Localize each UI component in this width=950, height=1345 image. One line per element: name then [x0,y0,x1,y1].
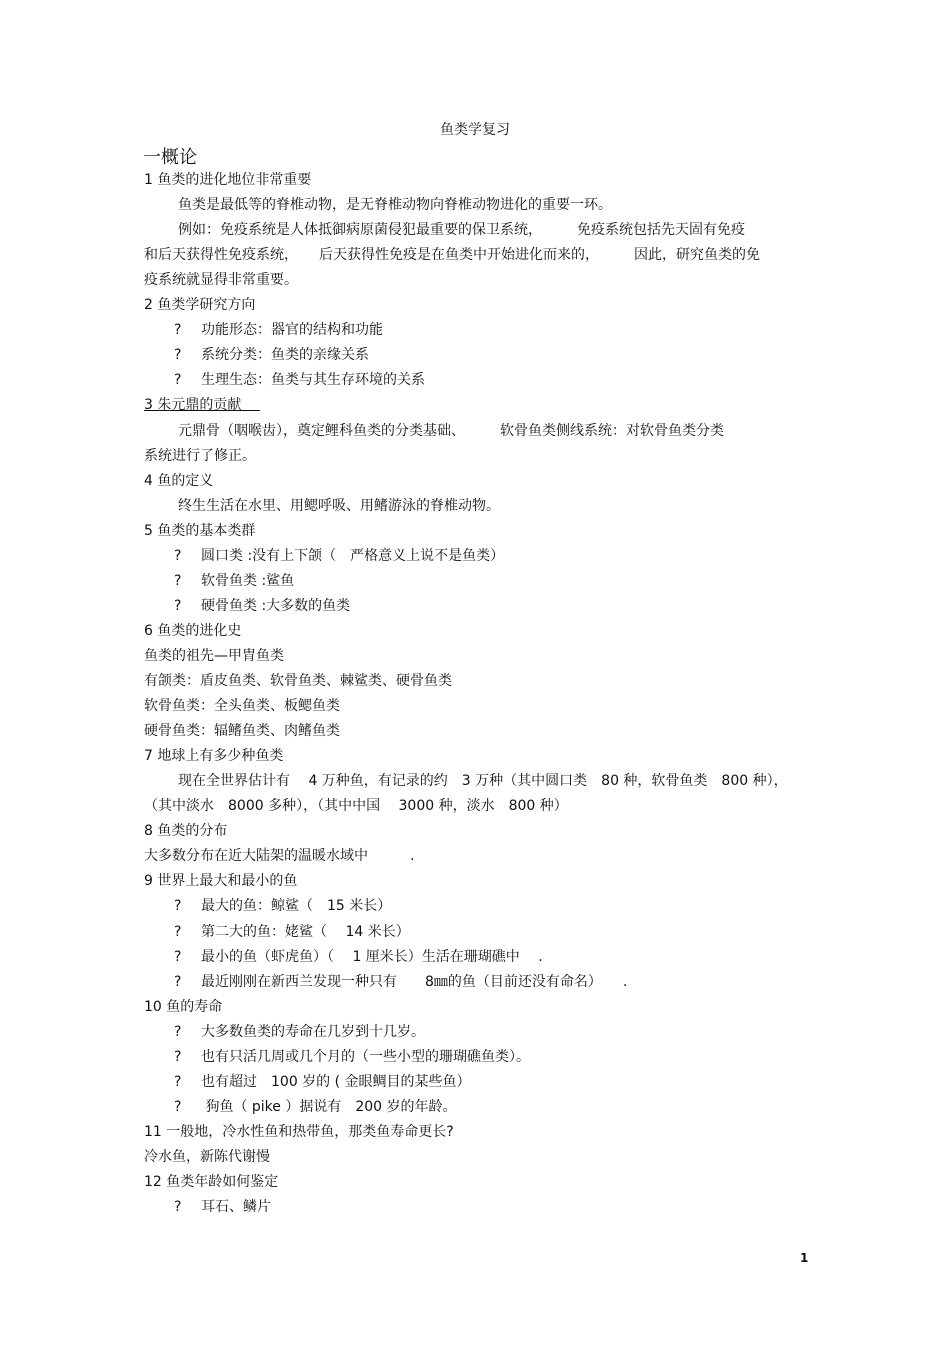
bullet-item [174,1097,457,1117]
document-title: 鱼类学复习 [440,122,510,138]
text-line: 终生生活在水里、用鳃呼吸、用鳍游泳的脊椎动物。 [178,498,500,514]
text-line: 软骨鱼类：全头鱼类、板鳃鱼类 [144,698,340,714]
bullet-item [174,596,350,616]
bullet-text: 也有只活几周或几个月的（一些小型的珊瑚礁鱼类）。 [201,1049,530,1065]
bullet-item [174,546,504,566]
text-line: 大多数分布在近大陆架的温暖水域中 . [144,848,415,864]
bullet-marker: ? [174,898,182,914]
bullet-item [174,922,410,942]
bullet-marker: ? [174,924,182,940]
bullet-marker: ? [174,1049,182,1065]
bullet-text: 功能形态：器官的结构和功能 [201,322,383,338]
bullet-item [174,1072,471,1092]
bullet-item [174,1022,425,1042]
text-line: 8 鱼类的分布 [144,823,228,839]
bullet-marker: ? [174,949,182,965]
text-line: 和后天获得性免疫系统， 后天获得性免疫是在鱼类中开始进化而来的， 因此，研究鱼类的免 [144,247,760,263]
text-line: 有颌类：盾皮鱼类、软骨鱼类、棘鲨类、硬骨鱼类 [144,673,452,689]
text-line: 6 鱼类的进化史 [144,623,242,639]
bullet-marker: ? [174,974,182,990]
bullet-marker: ? [174,573,182,589]
bullet-text: 狗鱼（ pike ）据说有 200 岁的年龄。 [201,1099,457,1115]
bullet-item [174,947,543,967]
bullet-text: 最近刚刚在新西兰发现一种只有 8㎜的鱼（目前还没有命名） . [201,974,628,990]
bullet-text: 第二大的鱼：姥鲨（ 14 米长） [201,924,410,940]
text-line: 硬骨鱼类：辐鳍鱼类、肉鳍鱼类 [144,723,340,739]
bullet-text: 最大的鱼：鲸鲨（ 15 米长） [201,898,392,914]
text-line: 2 鱼类学研究方向 [144,297,256,313]
text-line: （其中淡水 8000 多种），（其中中国 3000 种，淡水 800 种） [144,798,568,814]
bullet-text: 软骨鱼类 :鲨鱼 [201,573,295,589]
bullet-item [174,896,391,916]
text-line: 11 一般地，冷水性鱼和热带鱼，那类鱼寿命更长? [144,1124,454,1140]
bullet-text: 生理生态：鱼类与其生存环境的关系 [201,372,425,388]
bullet-item [174,345,369,365]
text-line: 12 鱼类年龄如何鉴定 [144,1174,279,1190]
bullet-text: 耳石、鳞片 [201,1199,271,1215]
bullet-item [174,1197,271,1217]
bullet-item [174,571,294,591]
text-line: 4 鱼的定义 [144,473,214,489]
bullet-marker: ? [174,548,182,564]
text-line: 鱼类的祖先—甲胄鱼类 [144,648,284,664]
text-line: 5 鱼类的基本类群 [144,523,256,539]
text-line: 鱼类是最低等的脊椎动物，是无脊椎动物向脊椎动物进化的重要一环。 [178,197,612,213]
bullet-item [174,320,383,340]
page-number: 1 [800,1251,809,1265]
bullet-marker: ? [174,322,182,338]
bullet-text: 圆口类 :没有上下颌（ 严格意义上说不是鱼类） [201,548,505,564]
bullet-marker: ? [174,372,182,388]
bullet-marker: ? [174,1099,182,1115]
bullet-text: 最小的鱼（虾虎鱼）（ 1 厘米长）生活在珊瑚礁中 . [201,949,543,965]
text-line: 1 鱼类的进化地位非常重要 [144,172,312,188]
text-line: 现在全世界估计有 4 万种鱼，有记录的约 3 万种（其中圆口类 80 种，软骨鱼类 800 种）， [178,773,788,789]
text-line: 冷水鱼，新陈代谢慢 [144,1149,270,1165]
bullet-marker: ? [174,1024,182,1040]
bullet-marker: ? [174,347,182,363]
bullet-item [174,1047,530,1067]
bullet-text: 也有超过 100 岁的 ( 金眼鲷目的某些鱼） [201,1074,471,1090]
bullet-text: 系统分类：鱼类的亲缘关系 [201,347,369,363]
bullet-marker: ? [174,598,182,614]
text-line: 10 鱼的寿命 [144,999,223,1015]
bullet-item [174,370,425,390]
bullet-text: 大多数鱼类的寿命在几岁到十几岁。 [201,1024,425,1040]
text-line: 9 世界上最大和最小的鱼 [144,873,298,889]
text-line: 元鼎骨（咽喉齿），奠定鲤科鱼类的分类基础、 软骨鱼类侧线系统：对软骨鱼类分类 [178,423,724,439]
text-line: 3 朱元鼎的贡献 [144,397,260,413]
text-line: 7 地球上有多少种鱼类 [144,748,284,764]
text-line: 疫系统就显得非常重要。 [144,272,298,288]
bullet-text: 硬骨鱼类 :大多数的鱼类 [201,598,351,614]
chapter-heading: 一概论 [143,147,197,168]
bullet-marker: ? [174,1074,182,1090]
text-line: 系统进行了修正。 [144,448,256,464]
text-line: 例如：免疫系统是人体抵御病原菌侵犯最重要的保卫系统， 免疫系统包括先天固有免疫 [178,222,745,238]
bullet-item [174,972,627,992]
bullet-marker: ? [174,1199,182,1215]
